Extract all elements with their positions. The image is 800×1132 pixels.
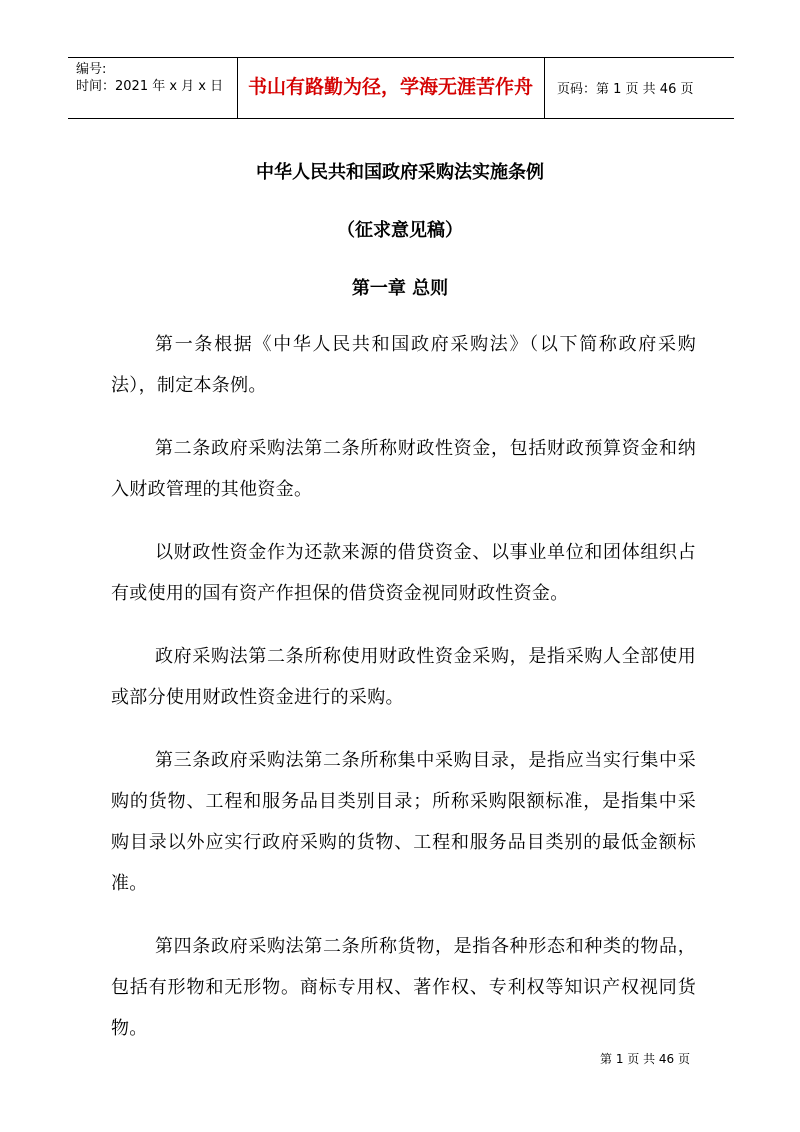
header-top-rule <box>68 57 734 58</box>
header-motto: 书山有路勤为径，学海无涯苦作舟 <box>247 76 533 98</box>
header-bottom-rule <box>68 118 734 119</box>
time-label: 时间：2021 年 x 月 x 日 <box>76 79 224 94</box>
document-title: 中华人民共和国政府采购法实施条例 <box>256 162 544 183</box>
header-meta <box>76 61 223 95</box>
paragraph-article-2-loans: 以财政性资金作为还款来源的借贷资金、以事业单位和团体组织占有或使用的国有资产作担保的借贷资金视同财政性资金。 <box>111 542 696 604</box>
paragraph-article-2-usage: 政府采购法第二条所称使用财政性资金采购，是指采购人全部使用或部分使用财政性资金进行的采购。 <box>111 646 696 708</box>
paragraph-article-2: 第二条政府采购法第二条所称财政性资金，包括财政预算资金和纳入财政管理的其他资金。 <box>111 438 696 500</box>
document-subtitle: （征求意见稿） <box>337 220 463 241</box>
paragraph-article-4: 第四条政府采购法第二条所称货物，是指各种形态和种类的物品，包括有形物和无形物。商标专用权、著作权、专利权等知识产权视同货物。 <box>111 936 696 1039</box>
paragraph-article-3: 第三条政府采购法第二条所称集中采购目录，是指应当实行集中采购的货物、工程和服务品目类别目录；所称采购限额标准，是指集中采购目录以外应实行政府采购的货物、工程和服务品目类别的最低金额标准。 <box>111 750 696 894</box>
header-divider-right <box>544 57 545 118</box>
document-body <box>111 324 696 1071</box>
header-page-info: 页码：第 1 页 共 46 页 <box>557 82 694 97</box>
number-label: 编号: <box>76 62 107 77</box>
paragraph-article-1: 第一条根据《中华人民共和国政府采购法》（以下简称政府采购法），制定本条例。 <box>111 334 696 396</box>
chapter-heading: 第一章 总则 <box>351 278 449 299</box>
footer-page-number: 第 1 页 共 46 页 <box>600 1052 690 1066</box>
